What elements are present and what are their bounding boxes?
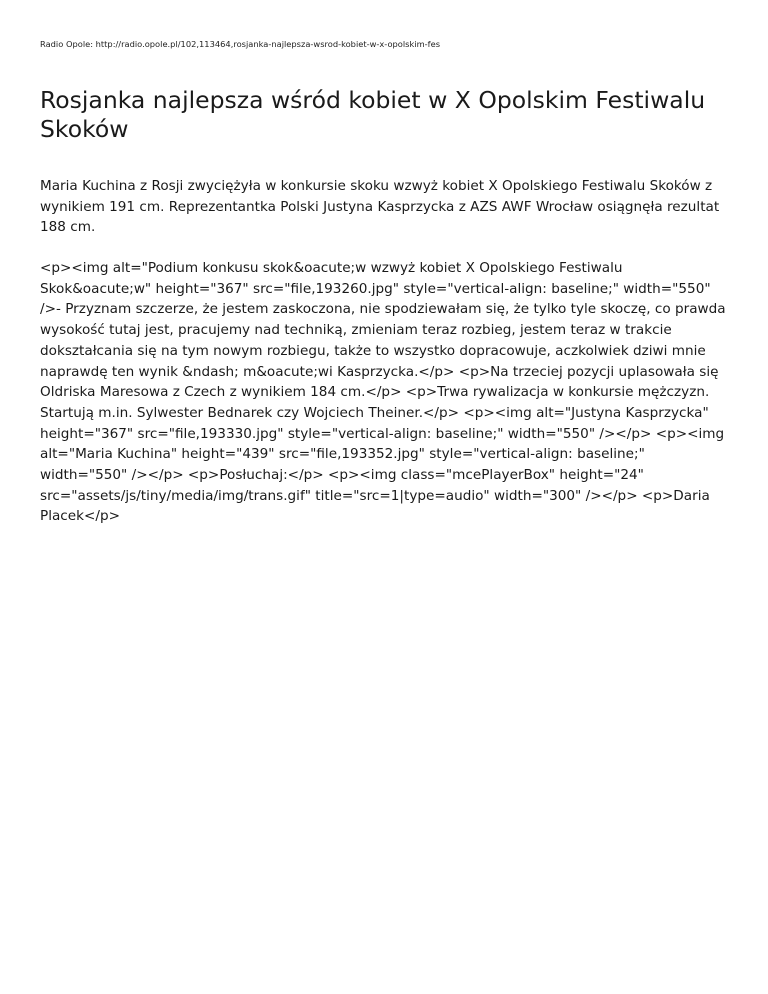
article-body-raw-html: <p><img alt="Podium konkusu skok&oacute;w wzwyż kobiet X Opolskiego Festiwalu Skok&oacute;w" height="367" src="file,193260.jpg" style="vertical-align: baseline;" width="550" />- Przyznam szczerze, że jestem zaskoczona, nie spodziewałam się, że tylko tyle skoczę, co prawda wysokość tutaj jest, pracujemy nad techniką, zmieniam teraz rozbieg, jestem teraz w trakcie dokształcania się na tym nowym rozbiegu, także to wszystko dopracowuje, aczkolwiek dziwi mnie naprawdę ten wynik &ndash; m&oacute;wi Kasprzycka.</p> <p>Na trzeciej pozycji uplasowała się Oldriska Maresowa z Czech z wynikiem 184 cm.</p> <p>Trwa rywalizacja w konkursie mężczyzn. Startują m.in. Sylwester Bednarek czy Wojciech Theiner.</p> <p><img alt="Justyna Kasprzycka" height="367" src="file,193330.jpg" style="vertical-align: baseline;" width="550" /></p> <p><img alt="Maria Kuchina" height="439" src="file,193352.jpg" style="vertical-align: baseline;" width="550" /></p> <p>Posłuchaj:</p> <p><img class="mcePlayerBox" height="24" src="assets/js/tiny/media/img/trans.gif" title="src=1|type=audio" width="300" /></p> <p>Daria Placek</p> xyxy=(40,260,726,525)
article-title: Rosjanka najlepsza wśród kobiet w X Opolskim Festiwalu Skoków xyxy=(40,86,706,143)
source-url-line: Radio Opole: http://radio.opole.pl/102,113464,rosjanka-najlepsza-wsrod-kobiet-w-x-opolskim-fes xyxy=(40,39,441,49)
article-lead: Maria Kuchina z Rosji zwyciężyła w konkursie skoku wzwyż kobiet X Opolskiego Festiwalu Skoków z wynikiem 191 cm. Reprezentantka Polski Justyna Kasprzycka z AZS AWF Wrocław osiągnęła rezultat 188 cm. xyxy=(40,178,720,236)
